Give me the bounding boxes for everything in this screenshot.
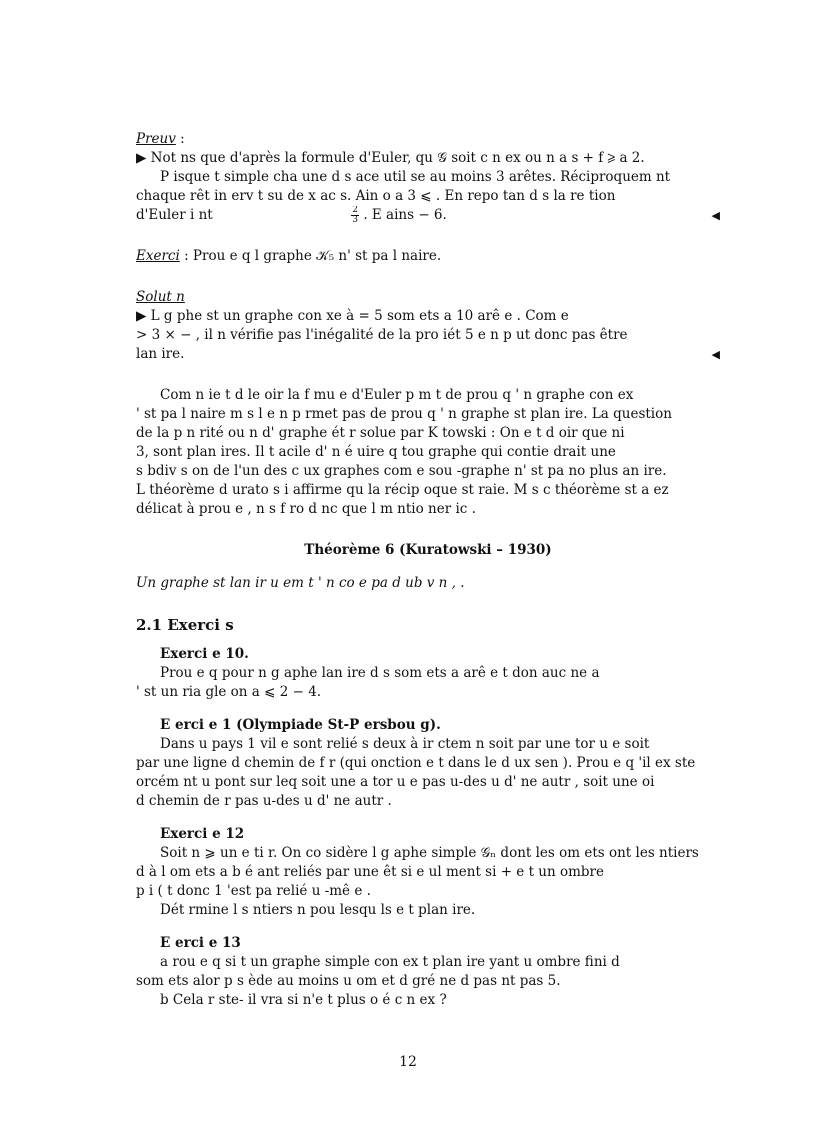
- fraction: $\frac{2}{3}$: [352, 206, 359, 225]
- exercise-12-line-3: p i ( t donc 1 'est pa relié u -mê e .: [136, 883, 371, 899]
- page-number: 12: [399, 1054, 417, 1070]
- exercise-11-line-1: Dans u pays 1 vil e sont relié s deux à ir ctem n soit par une tor u e soit: [160, 736, 650, 752]
- exercise-11-line-4: d chemin de r pas u-des u d' ne autr .: [136, 793, 392, 809]
- proof-line-2: P isque t simple cha une d s ace util se au moins 3 arêtes. Réciproquem nt: [160, 169, 671, 185]
- proof-line-1: ▶ Not ns que d'après la formule d'Euler, qu 𝒢 soit c n ex ou n a s + f ⩾ a 2.: [136, 150, 645, 166]
- exercise-10-line-1: Prou e q pour n g aphe lan ire d s som ets a arê e t don auc ne a: [160, 665, 600, 681]
- exercise-intro: Exerci : Prou e q l graphe 𝒦₅ n' st pa l naire.: [136, 248, 442, 264]
- paragraph-line-2: ' st pa l naire m s l e n p rmet pas de prou q ' n graphe st plan ire. La question: [136, 406, 672, 422]
- exercise-11-title: E erci e 1 (Olympiade St-P ersbou g).: [160, 717, 441, 733]
- theorem-title: Théorème 6 (Kuratowski – 1930): [304, 542, 552, 558]
- solution-label: Solut n: [136, 289, 185, 305]
- proof-label: Preuv :: [136, 131, 185, 147]
- document-page: [136, 130, 720, 1010]
- paragraph-line-1: Com n ie t d le oir la f mu e d'Euler p m t de prou q ' n graphe con ex: [160, 387, 634, 403]
- exercise-12-line-4: Dét rmine l s ntiers n pou lesqu ls e t plan ire.: [160, 902, 476, 918]
- solution-line-2: > 3 × − , il n vérifie pas l'inégalité de la pro iét 5 e n p ut donc pas être: [136, 327, 628, 343]
- exercise-10-title: Exerci e 10.: [160, 646, 249, 662]
- exercise-13-line-1: a rou e q si t un graphe simple con ex t plan ire yant u ombre fini d: [160, 954, 620, 970]
- exercise-13-line-2: som ets alor p s ède au moins u om et d gré ne d pas nt pas 5.: [136, 973, 561, 989]
- paragraph-line-3: de la p n rité ou n d' graphe ét r solue par K towski : On e t d oir que ni: [136, 425, 625, 441]
- exercise-12-line-2: d à l om ets a b é ant reliés par une êt si e ul ment si + e t un ombre: [136, 864, 604, 880]
- exercise-10-line-2: ' st un ria gle on a ⩽ 2 − 4.: [136, 684, 322, 700]
- solution-line-1: ▶ L g phe st un graphe con xe à = 5 som ets a 10 arê e . Com e: [136, 308, 569, 324]
- paragraph-line-4: 3, sont plan ires. Il t acile d' n é uire q tou graphe qui contie drait une: [136, 444, 616, 460]
- paragraph-line-5: s bdiv s on de l'un des c ux graphes com e sou -graphe n' st pa no plus an ire.: [136, 463, 667, 479]
- proof-label-text: Preuv: [136, 131, 176, 147]
- solution-line-3: lan ire. ◀: [136, 346, 720, 362]
- exercise-11-line-3: orcém nt u pont sur leq soit une a tor u e pas u-des u d' ne autr , soit une oi: [136, 774, 655, 790]
- exercise-13-title: E erci e 13: [160, 935, 241, 951]
- exercise-12-title: Exerci e 12: [160, 826, 245, 842]
- end-of-proof-icon: ◀: [711, 209, 720, 222]
- paragraph-line-7: délicat à prou e , n s f ro d nc que l m ntio ner ic .: [136, 501, 476, 517]
- proof-line-3: chaque rêt in erv t su de x ac s. Ain o a 3 ⩽ . En repo tan d s la re tion: [136, 188, 616, 204]
- proof-line-4: d'Euler i nt $\frac{2}{3}$ . E ains − 6. ◀: [136, 206, 720, 225]
- exercise-intro-label: Exerci: [136, 248, 180, 264]
- exercise-12-line-1: Soit n ⩾ un e ti r. On co sidère l g aphe simple 𝒢ₙ dont les om ets ont les ntiers: [160, 845, 699, 861]
- theorem-statement: Un graphe st lan ir u em t ' n co e pa d ub v n , .: [136, 575, 465, 591]
- section-title: 2.1 Exerci s: [136, 616, 234, 634]
- paragraph-line-6: L théorème d urato s i affirme qu la récip oque st raie. M s c théorème st a ez: [136, 482, 669, 498]
- exercise-11-line-2: par une ligne d chemin de f r (qui onction e t dans le d ux sen ). Prou e q 'il ex ste: [136, 755, 696, 771]
- end-of-solution-icon: ◀: [711, 348, 720, 361]
- exercise-13-line-3: b Cela r ste- il vra si n'e t plus o é c n ex ?: [160, 992, 447, 1008]
